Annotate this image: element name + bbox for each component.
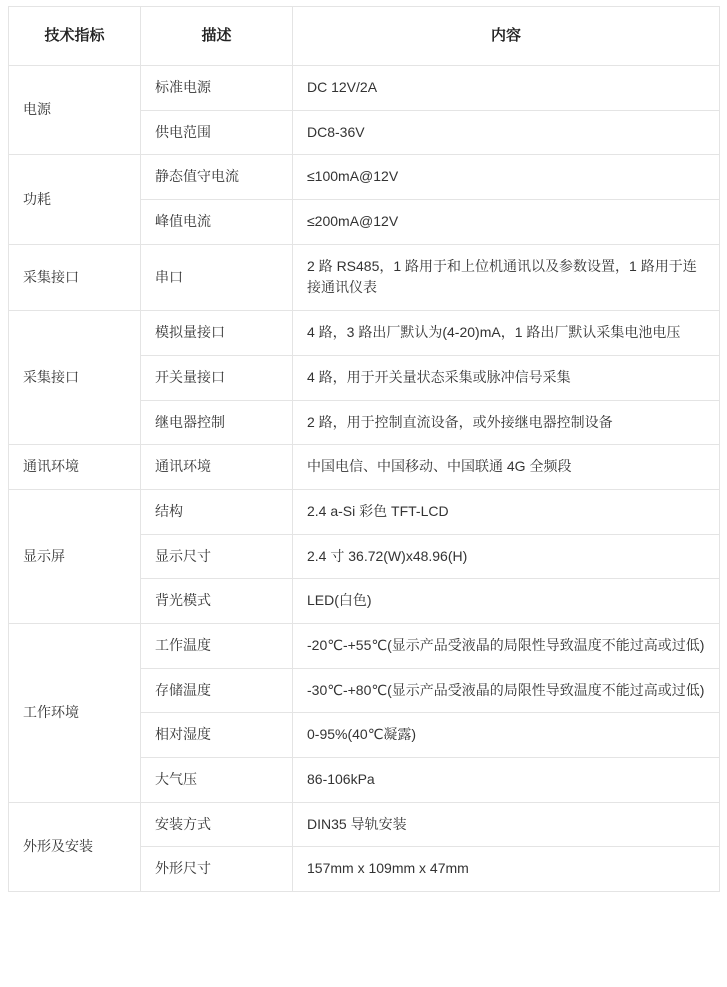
table-cell-content: ≤100mA@12V	[293, 155, 720, 200]
table-cell-content: ≤200mA@12V	[293, 200, 720, 245]
table-cell-description: 大气压	[141, 758, 293, 803]
table-cell-description: 标准电源	[141, 66, 293, 111]
table-cell-description: 模拟量接口	[141, 311, 293, 356]
table-row	[9, 445, 720, 490]
header-cell-content: 内容	[293, 7, 720, 66]
table-cell-description: 相对湿度	[141, 713, 293, 758]
table-cell-description: 安装方式	[141, 802, 293, 847]
table-cell-content: 0-95%(40℃凝露)	[293, 713, 720, 758]
table-cell-description: 供电范围	[141, 110, 293, 155]
table-row	[9, 311, 720, 356]
table-cell-content: DC 12V/2A	[293, 66, 720, 111]
table-cell-description: 结构	[141, 489, 293, 534]
table-cell-metric: 电源	[9, 66, 141, 155]
header-row	[9, 7, 720, 66]
table-cell-content: 4 路，3 路出厂默认为(4-20)mA，1 路出厂默认采集电池电压	[293, 311, 720, 356]
table-row	[9, 66, 720, 111]
table-cell-metric: 通讯环境	[9, 445, 141, 490]
table-cell-content: 2 路，用于控制直流设备，或外接继电器控制设备	[293, 400, 720, 445]
table-cell-metric: 采集接口	[9, 311, 141, 445]
table-cell-content: DIN35 导轨安装	[293, 802, 720, 847]
table-cell-content: 2 路 RS485，1 路用于和上位机通讯以及参数设置，1 路用于连接通讯仪表	[293, 244, 720, 310]
table-body	[9, 66, 720, 892]
table-row	[9, 802, 720, 847]
table-cell-description: 静态值守电流	[141, 155, 293, 200]
table-cell-description: 工作温度	[141, 623, 293, 668]
header-cell-metric: 技术指标	[9, 7, 141, 66]
table-cell-description: 外形尺寸	[141, 847, 293, 892]
table-cell-metric: 工作环境	[9, 623, 141, 802]
table-cell-content: 2.4 寸 36.72(W)x48.96(H)	[293, 534, 720, 579]
table-cell-description: 存储温度	[141, 668, 293, 713]
table-cell-content: 中国电信、中国移动、中国联通 4G 全频段	[293, 445, 720, 490]
table-cell-content: DC8-36V	[293, 110, 720, 155]
table-cell-content: 157mm x 109mm x 47mm	[293, 847, 720, 892]
table-cell-description: 开关量接口	[141, 355, 293, 400]
table-row	[9, 623, 720, 668]
table-cell-metric: 显示屏	[9, 489, 141, 623]
table-cell-content: -20℃-+55℃(显示产品受液晶的局限性导致温度不能过高或过低)	[293, 623, 720, 668]
table-cell-description: 峰值电流	[141, 200, 293, 245]
header-cell-description: 描述	[141, 7, 293, 66]
table-row	[9, 244, 720, 310]
table-cell-description: 通讯环境	[141, 445, 293, 490]
table-row	[9, 155, 720, 200]
table-cell-description: 显示尺寸	[141, 534, 293, 579]
table-cell-metric: 采集接口	[9, 244, 141, 310]
table-row	[9, 489, 720, 534]
table-cell-metric: 外形及安装	[9, 802, 141, 891]
specification-table	[8, 6, 720, 892]
table-cell-description: 串口	[141, 244, 293, 310]
table-cell-metric: 功耗	[9, 155, 141, 244]
table-cell-content: 2.4 a-Si 彩色 TFT-LCD	[293, 489, 720, 534]
table-header	[9, 7, 720, 66]
table-cell-description: 继电器控制	[141, 400, 293, 445]
table-cell-content: -30℃-+80℃(显示产品受液晶的局限性导致温度不能过高或过低)	[293, 668, 720, 713]
table-cell-content: 86-106kPa	[293, 758, 720, 803]
table-cell-description: 背光模式	[141, 579, 293, 624]
table-cell-content: LED(白色)	[293, 579, 720, 624]
table-cell-content: 4 路，用于开关量状态采集或脉冲信号采集	[293, 355, 720, 400]
